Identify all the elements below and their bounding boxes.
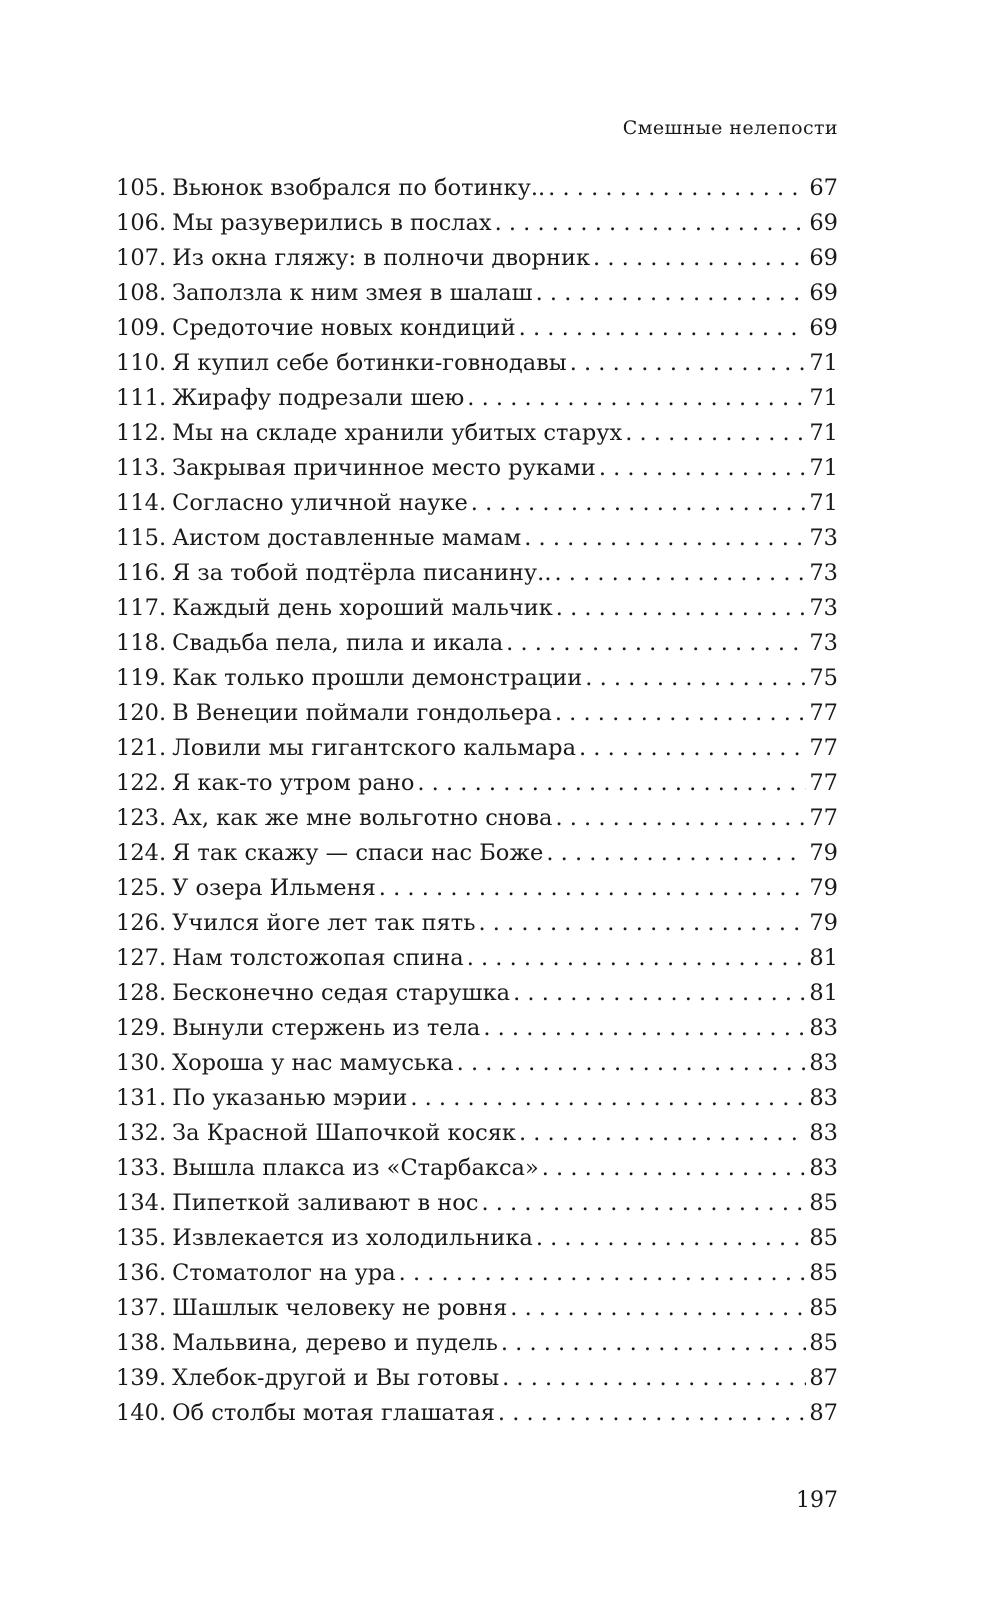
toc-entry-page: 75: [809, 665, 838, 691]
toc-entry-number: 111.: [116, 385, 167, 411]
toc-entry-number: 115.: [116, 525, 167, 551]
toc-entry: [116, 1361, 838, 1396]
toc-entry: [116, 731, 838, 766]
toc-entry-page: 77: [809, 700, 838, 726]
toc-entry-page: 77: [809, 770, 838, 796]
toc-entry-number: 120.: [116, 700, 167, 726]
toc-entry-title: Закрывая причинное место руками: [172, 455, 596, 481]
toc-entry-number: 131.: [116, 1085, 167, 1111]
toc-entry: [116, 941, 838, 976]
toc-entry-title: Я купил себе ботинки-говнодавы: [172, 350, 567, 376]
toc-entry-number: 135.: [116, 1225, 167, 1251]
toc-entry-number: 114.: [116, 490, 167, 516]
dot-leader: [536, 276, 807, 311]
toc-entry: [116, 696, 838, 731]
dot-leader: [510, 1291, 806, 1326]
toc-entry-number: 140.: [116, 1400, 167, 1426]
toc-entry-page: 83: [809, 1050, 838, 1076]
toc-entry-title: По указанью мэрии: [172, 1085, 408, 1111]
toc-entry-number: 125.: [116, 875, 167, 901]
toc-entry-number: 109.: [116, 315, 167, 341]
dot-leader: [625, 416, 806, 451]
toc-entry-number: 128.: [116, 980, 167, 1006]
dot-leader: [410, 1081, 806, 1116]
toc-entry-number: 113.: [116, 455, 167, 481]
toc-entry-number: 137.: [116, 1295, 167, 1321]
toc-entry-number: 119.: [116, 665, 167, 691]
toc-entry: [116, 241, 838, 276]
toc-entry-title: Я так скажу — спаси нас Боже: [172, 840, 544, 866]
toc-entry-page: 83: [809, 1155, 838, 1181]
toc-entry: [116, 416, 838, 451]
toc-entry-title: За Красной Шапочкой косяк: [172, 1120, 516, 1146]
toc-entry: [116, 591, 838, 626]
toc-entry-number: 118.: [116, 630, 167, 656]
toc-entry-page: 71: [809, 455, 838, 481]
toc-entry: [116, 521, 838, 556]
toc-entry-title: У озера Ильменя: [172, 875, 376, 901]
toc-entry-title: Нам толстожопая спина: [172, 945, 464, 971]
toc-entry-page: 71: [809, 350, 838, 376]
toc-entry: [116, 801, 838, 836]
toc-entry: [116, 1011, 838, 1046]
toc-entry-title: Вынули стержень из тела: [172, 1015, 481, 1041]
dot-leader: [556, 591, 807, 626]
toc-entry-number: 116.: [116, 560, 167, 586]
dot-leader: [579, 731, 806, 766]
toc-entry-title: Стоматолог на ура: [172, 1260, 396, 1286]
dot-leader: [593, 241, 806, 276]
toc-entry: [116, 766, 838, 801]
toc-entry-page: 69: [809, 280, 838, 306]
dot-leader: [502, 1361, 806, 1396]
dot-leader: [417, 766, 806, 801]
toc-entry-page: 79: [809, 840, 838, 866]
dot-leader: [546, 836, 806, 871]
toc-entry: [116, 451, 838, 486]
dot-leader: [495, 206, 807, 241]
toc-entry: [116, 1046, 838, 1081]
toc-entry-title: Жирафу подрезали шею: [172, 385, 465, 411]
toc-entry-title: Об столбы мотая глашатая: [172, 1400, 495, 1426]
toc-entry: [116, 346, 838, 381]
toc-entry-title: Как только прошли демонстрации: [172, 665, 583, 691]
toc-entry-number: 130.: [116, 1050, 167, 1076]
toc-entry-title: Средоточие новых кондиций: [172, 315, 516, 341]
toc-entry-title: Заползла к ним змея в шалаш: [172, 280, 533, 306]
toc-entry: [116, 906, 838, 941]
toc-entry: [116, 276, 838, 311]
toc-entry-number: 133.: [116, 1155, 167, 1181]
toc-entry-number: 107.: [116, 245, 167, 271]
toc-entry: [116, 626, 838, 661]
toc-entry-number: 112.: [116, 420, 167, 446]
toc-entry-title: Я за тобой подтёрла писанину..: [172, 560, 552, 586]
dot-leader: [555, 801, 806, 836]
toc-entry-number: 108.: [116, 280, 167, 306]
toc-entry-title: В Венеции поймали гондольера: [172, 700, 552, 726]
toc-entry-number: 138.: [116, 1330, 167, 1356]
toc-entry: [116, 556, 838, 591]
toc-entry: [116, 976, 838, 1011]
toc-entry-page: 85: [809, 1330, 838, 1356]
toc-entry: [116, 1186, 838, 1221]
dot-leader: [379, 871, 807, 906]
toc-entry-title: Ловили мы гигантского кальмара: [172, 735, 576, 761]
dot-leader: [555, 696, 806, 731]
toc-entry: [116, 661, 838, 696]
toc-entry: [116, 1151, 838, 1186]
toc-entry-title: Мальвина, дерево и пудель: [172, 1330, 498, 1356]
toc-entry: [116, 1116, 838, 1151]
dot-leader: [519, 311, 807, 346]
toc-entry-title: Шашлык человеку не ровня: [172, 1295, 508, 1321]
toc-entry: [116, 171, 838, 206]
dot-leader: [498, 1396, 806, 1431]
toc-entry-title: Свадьба пела, пила и икала: [172, 630, 504, 656]
toc-entry: [116, 486, 838, 521]
toc-entry-page: 77: [809, 735, 838, 761]
toc-entry-page: 79: [809, 875, 838, 901]
toc-entry-title: Из окна гляжу: в полночи дворник: [172, 245, 591, 271]
toc-entry-page: 85: [809, 1260, 838, 1286]
toc-entry-number: 129.: [116, 1015, 167, 1041]
toc-entry-page: 81: [809, 980, 838, 1006]
toc-entry-title: Хлебок-другой и Вы готовы: [172, 1365, 500, 1391]
dot-leader: [467, 381, 806, 416]
dot-leader: [483, 1011, 806, 1046]
toc-entry-page: 85: [809, 1295, 838, 1321]
dot-leader: [519, 1116, 806, 1151]
toc-entry-number: 121.: [116, 735, 167, 761]
toc-entry: [116, 1326, 838, 1361]
toc-entry-title: Вьюнок взобрался по ботинку..: [172, 175, 546, 201]
table-of-contents: [116, 171, 838, 1431]
running-head: Смешные нелепости: [622, 117, 838, 139]
toc-entry: [116, 871, 838, 906]
toc-entry-number: 106.: [116, 210, 167, 236]
toc-entry-title: Пипеткой заливают в нос: [172, 1190, 479, 1216]
dot-leader: [599, 451, 807, 486]
dot-leader: [542, 1151, 807, 1186]
toc-entry: [116, 836, 838, 871]
toc-entry-number: 105.: [116, 175, 167, 201]
toc-entry-title: Мы разуверились в послах: [172, 210, 492, 236]
toc-entry: [116, 381, 838, 416]
dot-leader: [570, 346, 807, 381]
toc-entry-page: 69: [809, 210, 838, 236]
dot-leader: [457, 1046, 807, 1081]
dot-leader: [548, 171, 806, 206]
dot-leader: [478, 906, 806, 941]
toc-entry: [116, 1081, 838, 1116]
toc-entry-title: Согласно уличной науке: [172, 490, 468, 516]
toc-entry-number: 132.: [116, 1120, 167, 1146]
toc-entry-title: Хороша у нас мамуська: [172, 1050, 454, 1076]
dot-leader: [554, 556, 806, 591]
toc-entry-number: 134.: [116, 1190, 167, 1216]
dot-leader: [481, 1186, 806, 1221]
toc-entry-page: 73: [809, 560, 838, 586]
dot-leader: [524, 521, 806, 556]
toc-entry: [116, 1221, 838, 1256]
toc-entry-title: Аистом доставленные мамам: [172, 525, 522, 551]
dot-leader: [513, 976, 806, 1011]
toc-entry: [116, 1256, 838, 1291]
toc-entry-page: 69: [809, 315, 838, 341]
toc-entry-page: 71: [809, 385, 838, 411]
toc-entry: [116, 1396, 838, 1431]
page-number: 197: [796, 1488, 838, 1513]
toc-entry-page: 83: [809, 1120, 838, 1146]
toc-entry-number: 126.: [116, 910, 167, 936]
toc-entry-number: 117.: [116, 595, 167, 621]
toc-entry-number: 124.: [116, 840, 167, 866]
dot-leader: [585, 661, 806, 696]
toc-entry-page: 67: [809, 175, 838, 201]
toc-entry-page: 73: [809, 595, 838, 621]
toc-entry-page: 85: [809, 1225, 838, 1251]
toc-entry-page: 81: [809, 945, 838, 971]
toc-entry-title: Вышла плакса из «Старбакса»: [172, 1155, 539, 1181]
toc-entry-page: 83: [809, 1085, 838, 1111]
toc-entry: [116, 1291, 838, 1326]
toc-entry-number: 123.: [116, 805, 167, 831]
toc-entry-title: Бесконечно седая старушка: [172, 980, 511, 1006]
toc-entry-title: Я как-то утром рано: [172, 770, 415, 796]
toc-entry-number: 122.: [116, 770, 167, 796]
toc-entry-page: 71: [809, 490, 838, 516]
toc-entry-number: 110.: [116, 350, 167, 376]
toc-entry-number: 136.: [116, 1260, 167, 1286]
toc-entry-page: 73: [809, 630, 838, 656]
toc-entry-title: Извлекается из холодильника: [172, 1225, 533, 1251]
toc-entry-page: 83: [809, 1015, 838, 1041]
dot-leader: [501, 1326, 807, 1361]
toc-entry: [116, 311, 838, 346]
dot-leader: [536, 1221, 807, 1256]
dot-leader: [467, 941, 807, 976]
toc-entry-page: 87: [809, 1400, 838, 1426]
toc-entry-page: 79: [809, 910, 838, 936]
dot-leader: [506, 626, 806, 661]
toc-entry-title: Ах, как же мне вольготно снова: [172, 805, 553, 831]
toc-entry-page: 85: [809, 1190, 838, 1216]
toc-entry-title: Каждый день хороший мальчик: [172, 595, 553, 621]
toc-entry-page: 73: [809, 525, 838, 551]
dot-leader: [399, 1256, 807, 1291]
toc-entry-page: 87: [809, 1365, 838, 1391]
toc-entry-number: 139.: [116, 1365, 167, 1391]
toc-entry-title: Учился йоге лет так пять: [172, 910, 476, 936]
toc-entry-page: 77: [809, 805, 838, 831]
toc-entry-page: 69: [809, 245, 838, 271]
toc-entry-number: 127.: [116, 945, 167, 971]
toc-entry-page: 71: [809, 420, 838, 446]
toc-entry: [116, 206, 838, 241]
toc-entry-title: Мы на складе хранили убитых старух: [172, 420, 623, 446]
dot-leader: [471, 486, 807, 521]
